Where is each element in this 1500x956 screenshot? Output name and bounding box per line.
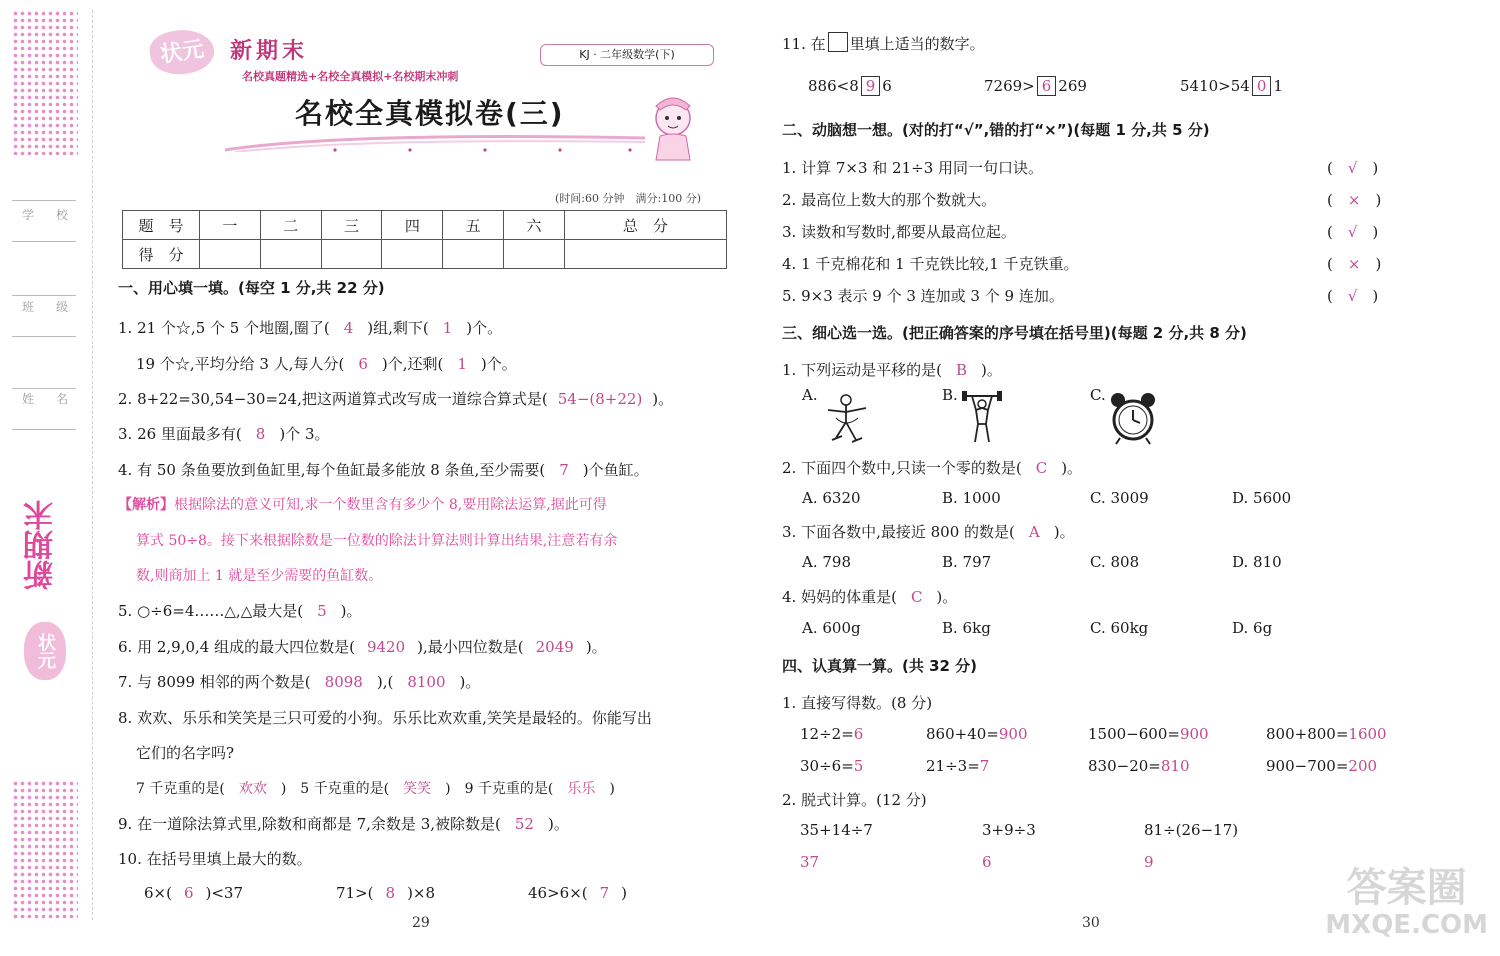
skater-icon	[822, 392, 872, 444]
tf-mark: ×	[1347, 191, 1361, 209]
q-text: )个。	[466, 319, 503, 337]
q-text: 4. 有 50 条鱼要放到鱼缸里,每个鱼缸最多能放 8 条鱼,至少需要(	[118, 461, 546, 479]
calc-item	[800, 757, 863, 775]
calc-expr: 21÷3=	[926, 757, 980, 775]
option-c-label: C.	[1090, 386, 1106, 404]
calc-item	[926, 757, 989, 775]
question-8c	[136, 778, 615, 798]
calc-answer: 7	[979, 757, 990, 775]
score-cell[interactable]	[564, 240, 726, 269]
score-cell[interactable]	[200, 240, 261, 269]
q-text: 3. 下面各数中,最接近 800 的数是(	[782, 523, 1015, 541]
calc-answer: 900	[998, 725, 1028, 743]
tf-question-4: 4. 1 千克棉花和 1 千克铁比较,1 千克铁重。	[782, 255, 1079, 273]
calc-answer: 1600	[1348, 725, 1387, 743]
question-10a	[144, 884, 243, 902]
question-8a: 8. 欢欢、乐乐和笑笑是三只可爱的小狗。乐乐比欢欢重,笑笑是最轻的。你能写出	[118, 709, 652, 727]
q-text: )。	[652, 390, 674, 408]
answer: C	[910, 588, 923, 606]
answer-box: 0	[1252, 76, 1272, 96]
score-cell[interactable]	[443, 240, 504, 269]
q-text: 7269>	[984, 77, 1035, 95]
answer: C	[1035, 459, 1048, 477]
choice-2	[782, 457, 1082, 478]
answer: 8100	[407, 673, 446, 691]
calc-expr: 1500−600=	[1088, 725, 1180, 743]
question-5	[118, 600, 362, 621]
question-11a	[808, 76, 892, 96]
answer: 4	[343, 319, 354, 337]
answer: 1	[457, 355, 467, 373]
step-calc-2: 3+9÷3	[982, 821, 1036, 839]
grade-tag: KJ · 二年级数学(下)	[540, 44, 714, 66]
choice-4-option-c: C. 60kg	[1090, 619, 1149, 637]
q-text: 2. 8+22=30,54−30=24,把这两道算式改写成一道综合算式是(	[118, 390, 548, 408]
calc-item	[1088, 757, 1190, 775]
q-text: ),(	[376, 673, 394, 691]
tf-answer-1: ( √ )	[1327, 159, 1379, 177]
sidebar-brand: 新期末	[24, 500, 59, 590]
header-brand: 新期末	[230, 39, 309, 64]
q-text: )。	[340, 602, 362, 620]
score-head: 五	[443, 211, 504, 240]
step-calc-1: 35+14÷7	[800, 821, 873, 839]
q-text: 7 千克重的是(	[136, 781, 225, 797]
tf-question-2: 2. 最高位上数大的那个数就大。	[782, 191, 997, 209]
analysis-line-3: 数,则商加上 1 就是至少需要的鱼缸数。	[136, 568, 383, 584]
name-label: 姓名	[22, 392, 91, 406]
subsection-1: 1. 直接写得数。(8 分)	[782, 694, 933, 712]
q-text: 46>6×(	[528, 884, 588, 902]
q-text: 4. 妈妈的体重是(	[782, 588, 897, 606]
q-text: 2. 下面四个数中,只读一个零的数是(	[782, 459, 1022, 477]
question-4	[118, 459, 649, 480]
question-8b: 它们的名字吗?	[136, 744, 235, 762]
mascot-icon	[640, 92, 706, 162]
q-text: 1. 下列运动是平移的是(	[782, 361, 942, 379]
class-label: 班级	[22, 300, 91, 314]
tf-mark: ×	[1347, 255, 1361, 273]
score-head: 题 号	[123, 211, 200, 240]
score-head: 一	[200, 211, 261, 240]
tf-question-5: 5. 9×3 表示 9 个 3 连加或 3 个 9 连加。	[782, 287, 1064, 305]
answer: 8	[255, 425, 266, 443]
answer: 乐乐	[567, 781, 596, 797]
weightlifter-icon	[960, 390, 1004, 446]
page-number-right: 30	[1082, 915, 1100, 931]
analysis-text: 根据除法的意义可知,求一个数里含有多少个 8,要用除法运算,据此可得	[174, 497, 607, 513]
page-number-left: 29	[412, 915, 430, 931]
q-text: )。	[980, 361, 1002, 379]
q-text: 269	[1058, 77, 1087, 95]
question-1b	[136, 353, 517, 374]
answer: 9420	[366, 638, 406, 656]
calc-expr: 12÷2=	[800, 725, 854, 743]
step-calc-1-answer: 37	[800, 853, 820, 871]
calc-item	[1266, 757, 1377, 775]
tf-question-1: 1. 计算 7×3 和 21÷3 用同一句口诀。	[782, 159, 1044, 177]
q-text: 6. 用 2,9,0,4 组成的最大四位数是(	[118, 638, 355, 656]
answer: 1	[442, 319, 453, 337]
q-text: 里填上适当的数字。	[849, 35, 985, 53]
answer: A	[1028, 523, 1040, 541]
choice-4-option-a: A. 600g	[802, 619, 861, 637]
calc-item	[1266, 725, 1387, 743]
q-text: )。	[1061, 459, 1083, 477]
answer: 54−(8+22)	[557, 390, 643, 408]
choice-3-option-a: A. 798	[802, 553, 851, 571]
answer: 笑笑	[403, 781, 432, 797]
question-1a	[118, 317, 502, 338]
answer: 8098	[324, 673, 363, 691]
q-text: 6×(	[144, 884, 172, 902]
calc-item	[800, 725, 863, 743]
score-head: 三	[321, 211, 382, 240]
score-cell[interactable]	[504, 240, 565, 269]
q-text: )个,还剩(	[381, 355, 444, 373]
answer: 6	[183, 884, 194, 902]
watermark	[1325, 865, 1488, 940]
tf-answer-2: ( × )	[1327, 191, 1382, 209]
bottom-dot-border	[12, 780, 78, 920]
tf-question-3: 3. 读数和写数时,都要从最高位起。	[782, 223, 1016, 241]
answer: 52	[514, 815, 534, 833]
calc-expr: 830−20=	[1088, 757, 1161, 775]
section-3-heading: 三、细心选一选。(把正确答案的序号填在括号里)(每题 2 分,共 8 分)	[782, 324, 1247, 342]
q-text: 5410>54	[1180, 77, 1250, 95]
step-calc-3-answer: 9	[1144, 853, 1154, 871]
score-head: 六	[504, 211, 565, 240]
q-text: )个 3。	[279, 425, 330, 443]
answer: 7	[599, 884, 610, 902]
alarm-clock-icon	[1108, 390, 1158, 446]
q-text: )。	[936, 588, 958, 606]
analysis-line-2: 算式 50÷8。接下来根据除数是一位数的除法计算法则计算出结果,注意若有余	[136, 533, 618, 549]
question-6	[118, 636, 607, 657]
q-text: )	[609, 781, 615, 797]
header-subtitle: 名校真题精选+名校全真模拟+名校期末冲刺	[242, 70, 459, 83]
calc-answer: 200	[1348, 757, 1378, 775]
choice-3-option-b: B. 797	[942, 553, 992, 571]
blank-box	[828, 32, 848, 52]
tf-mark: √	[1347, 223, 1358, 241]
choice-4-option-d: D. 6g	[1232, 619, 1273, 637]
choice-2-option-d: D. 5600	[1232, 489, 1292, 507]
answer: 欢欢	[238, 781, 267, 797]
answer-box: 6	[1037, 76, 1057, 96]
calc-expr: 860+40=	[926, 725, 999, 743]
q-text: )。	[1053, 523, 1075, 541]
binding-line	[92, 10, 93, 920]
tf-mark: √	[1347, 159, 1358, 177]
score-head: 二	[260, 211, 321, 240]
question-11b	[984, 76, 1087, 96]
q-text: )。	[547, 815, 569, 833]
sidebar-logo: 状元	[24, 622, 66, 680]
q-text: 1. 21 个☆,5 个 5 个地圈,圈了(	[118, 319, 330, 337]
q-text: 71>(	[336, 884, 374, 902]
answer: 6	[358, 355, 368, 373]
q-text: 19 个☆,平均分给 3 人,每人分(	[136, 355, 345, 373]
choice-2-option-c: C. 3009	[1090, 489, 1149, 507]
choice-4	[782, 586, 957, 607]
tf-answer-3: ( √ )	[1327, 223, 1379, 241]
q-text: 9. 在一道除法算式里,除数和商都是 7,余数是 3,被除数是(	[118, 815, 501, 833]
question-7	[118, 671, 480, 692]
score-cell[interactable]	[260, 240, 321, 269]
q-text: 886<8	[808, 77, 859, 95]
question-10c	[528, 884, 627, 902]
option-a-label: A.	[802, 386, 818, 404]
choice-2-option-b: B. 1000	[942, 489, 1001, 507]
choice-3-option-d: D. 810	[1232, 553, 1282, 571]
analysis-line-1	[118, 494, 607, 514]
q-text: 1	[1273, 77, 1283, 95]
exam-time: (时间:60 分钟 满分:100 分)	[555, 192, 701, 205]
q-text: )。	[459, 673, 481, 691]
choice-4-option-b: B. 6kg	[942, 619, 991, 637]
question-10b	[336, 884, 435, 902]
question-11	[782, 32, 985, 54]
calc-answer: 900	[1179, 725, 1209, 743]
page-title: 名校全真模拟卷(三)	[295, 97, 565, 130]
top-dot-border	[12, 10, 78, 155]
calc-item	[1088, 725, 1209, 743]
tf-answer-5: ( √ )	[1327, 287, 1379, 305]
q-text: 11. 在	[782, 35, 826, 53]
q-text: ),最小四位数是(	[417, 638, 524, 656]
q-text: )	[621, 884, 628, 902]
subsection-2: 2. 脱式计算。(12 分)	[782, 791, 927, 809]
question-10: 10. 在括号里填上最大的数。	[118, 850, 312, 868]
tf-mark: √	[1347, 287, 1358, 305]
answer: 5	[317, 602, 327, 620]
section-1-heading: 一、用心填一填。(每空 1 分,共 22 分)	[118, 279, 385, 297]
calc-answer: 810	[1160, 757, 1190, 775]
calc-item	[926, 725, 1028, 743]
q-text: )个鱼缸。	[582, 461, 649, 479]
watermark-line-2: MXQE.COM	[1325, 910, 1488, 940]
score-head: 总 分	[564, 211, 726, 240]
q-text: )×8	[407, 884, 436, 902]
question-3	[118, 423, 330, 444]
q-text: )组,剩下(	[367, 319, 429, 337]
q-text: 5. ○÷6=4……△,△最大是(	[118, 602, 304, 620]
choice-2-option-a: A. 6320	[802, 489, 861, 507]
q-text: 3. 26 里面最多有(	[118, 425, 242, 443]
choice-3	[782, 521, 1075, 542]
calc-expr: 900−700=	[1266, 757, 1349, 775]
step-calc-2-answer: 6	[982, 853, 992, 871]
choice-3-option-c: C. 808	[1090, 553, 1140, 571]
score-table	[122, 210, 727, 269]
answer: 8	[385, 884, 396, 902]
section-4-heading: 四、认真算一算。(共 32 分)	[782, 657, 978, 675]
q-text: )<37	[205, 884, 244, 902]
tf-answer-4: ( × )	[1327, 255, 1382, 273]
q-text: 7. 与 8099 相邻的两个数是(	[118, 673, 311, 691]
q-text: 6	[882, 77, 892, 95]
calc-answer: 5	[853, 757, 864, 775]
answer: 7	[559, 461, 569, 479]
school-label: 学校	[22, 208, 91, 222]
q-text: ) 9 千克重的是(	[445, 781, 554, 797]
score-cell[interactable]	[321, 240, 382, 269]
question-2	[118, 388, 673, 409]
watermark-line-1: 答案圈	[1346, 865, 1467, 911]
section-2-heading: 二、动脑想一想。(对的打“√”,错的打“×”)(每题 1 分,共 5 分)	[782, 121, 1210, 139]
calc-expr: 30÷6=	[800, 757, 854, 775]
answer-box: 9	[861, 76, 881, 96]
score-row-label: 得 分	[123, 240, 200, 269]
choice-1	[782, 359, 1002, 380]
calc-answer: 6	[853, 725, 864, 743]
q-text: ) 5 千克重的是(	[280, 781, 390, 797]
analysis-tag: 【解析】	[118, 497, 174, 513]
question-11c	[1180, 76, 1283, 96]
score-head: 四	[382, 211, 443, 240]
question-9	[118, 813, 569, 834]
header-logo: 状元	[147, 26, 217, 78]
option-b-label: B.	[942, 386, 958, 404]
title-swoosh	[225, 128, 645, 152]
q-text: )。	[585, 638, 607, 656]
answer: 2049	[535, 638, 574, 656]
q-text: )个。	[480, 355, 517, 373]
score-cell[interactable]	[382, 240, 443, 269]
calc-expr: 800+800=	[1266, 725, 1349, 743]
step-calc-3: 81÷(26−17)	[1144, 821, 1239, 839]
answer: B	[955, 361, 967, 379]
